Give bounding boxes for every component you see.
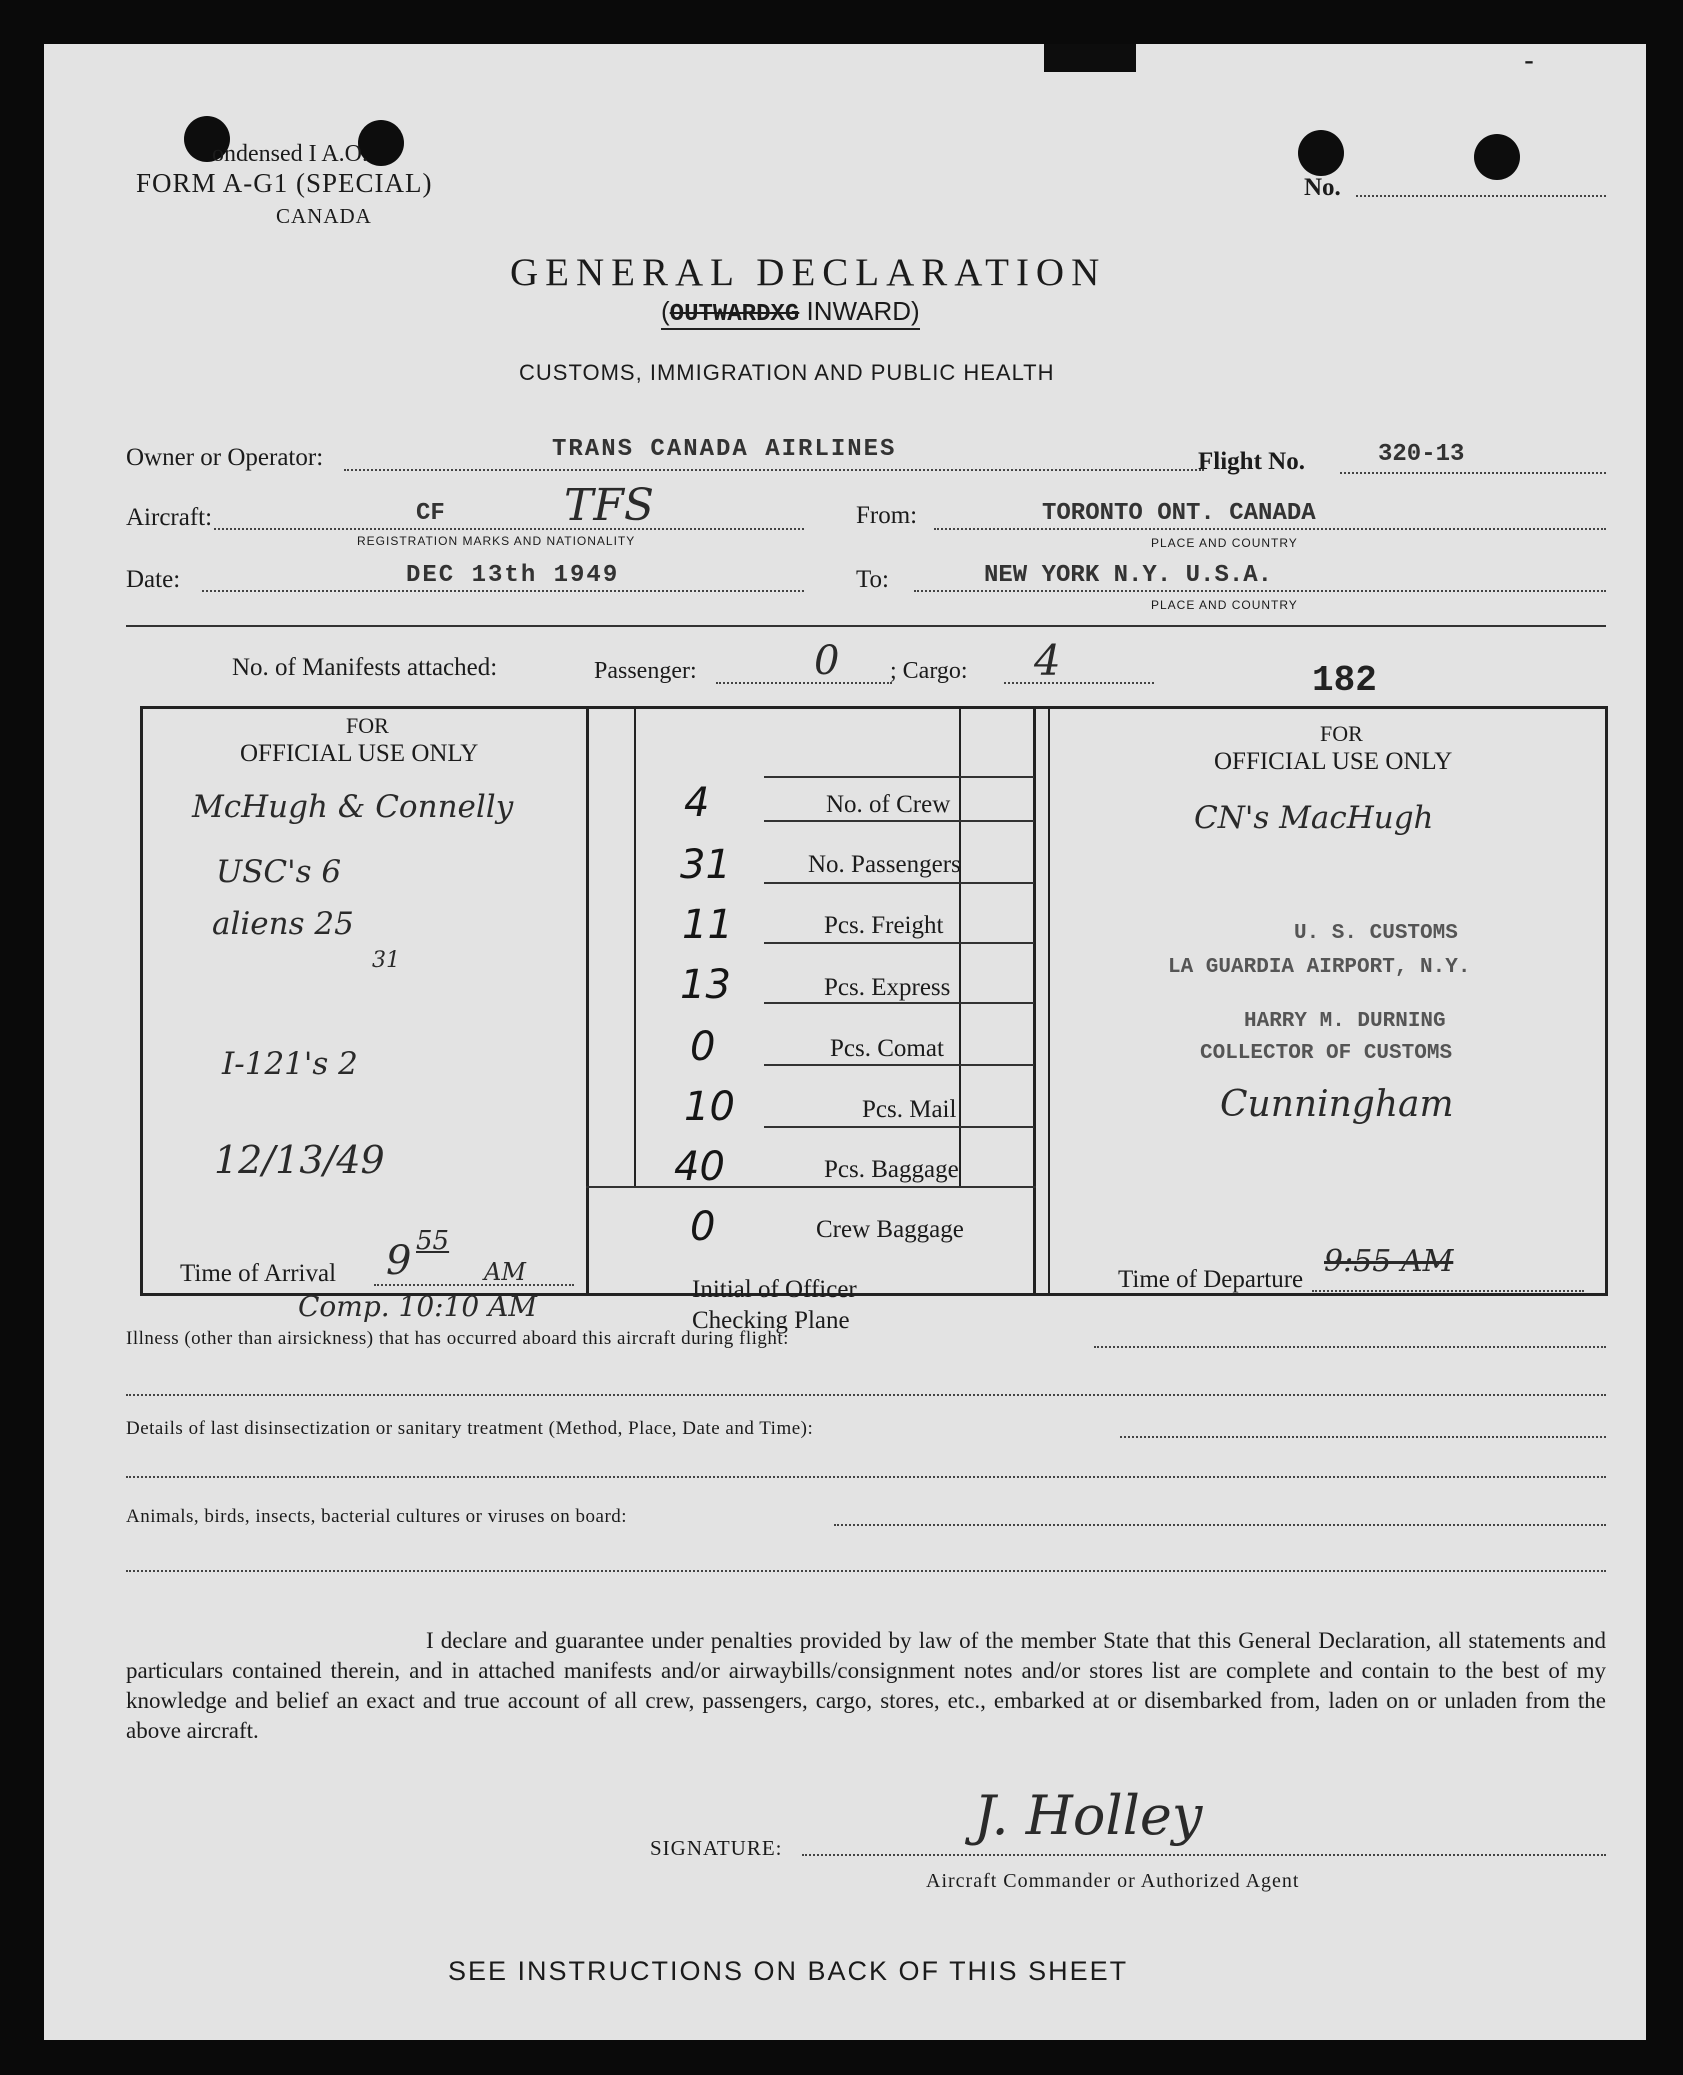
right-panel-handwriting: CN's MacHugh: [1194, 800, 1434, 836]
officer-initial-label-1: Initial of Officer: [692, 1276, 857, 1303]
left-panel-handwriting: McHugh & Connelly: [192, 789, 514, 825]
row-line: [764, 820, 1034, 822]
row-value: 11: [682, 902, 733, 948]
stamped-number: 182: [1312, 660, 1377, 701]
table-divider: [959, 706, 961, 1186]
date-value: DEC 13th 1949: [406, 562, 620, 589]
from-line: [934, 528, 1606, 530]
illness-label: Illness (other than airsickness) that has occurred aboard this aircraft during flight:: [126, 1328, 789, 1349]
departure-time: 9:55 AM: [1324, 1244, 1454, 1279]
row-line: [764, 942, 1034, 944]
customs-stamp-line: U. S. CUSTOMS: [1294, 922, 1458, 945]
row-value: 31: [680, 842, 731, 888]
table-divider: [586, 706, 589, 1296]
from-label: From:: [856, 502, 918, 529]
signature-line: [802, 1854, 1606, 1856]
customs-stamp-line: COLLECTOR OF CUSTOMS: [1200, 1042, 1453, 1065]
owner-line: [344, 469, 1204, 471]
arrival-line: [374, 1284, 574, 1286]
direction-line: (OUTWARDXG INWARD): [661, 296, 920, 328]
cargo-line: [1004, 682, 1154, 684]
passenger-manifests-value: 0: [814, 638, 840, 684]
row-value: 4: [684, 780, 710, 826]
animals-line-2: [126, 1570, 1606, 1572]
date-line: [202, 590, 804, 592]
arrival-minutes: 55: [416, 1226, 450, 1256]
form-number-label: No.: [1304, 174, 1341, 201]
completion-time: Comp. 10:10 AM: [298, 1290, 538, 1323]
form-number-line: [1356, 195, 1606, 197]
top-right-mark: -: [1524, 44, 1534, 77]
to-caption: PLACE AND COUNTRY: [1151, 598, 1298, 612]
aircraft-handwritten: TFS: [564, 480, 655, 531]
from-value: TORONTO ONT. CANADA: [1042, 500, 1316, 527]
direction-struck: OUTWARDXG: [669, 301, 800, 328]
disinsectization-line-2: [126, 1476, 1606, 1478]
row-value: 0: [690, 1024, 716, 1070]
row-line: [586, 1186, 1036, 1188]
footer-instructions: SEE INSTRUCTIONS ON BACK OF THIS SHEET: [448, 1956, 1129, 1986]
left-panel-handwriting: aliens 25: [212, 906, 354, 942]
aircraft-label: Aircraft:: [126, 504, 213, 531]
right-panel-title-2: OFFICIAL USE ONLY: [1214, 748, 1453, 775]
commander-signature: J. Holley: [974, 1784, 1203, 1847]
row-label: Crew Baggage: [816, 1216, 964, 1243]
arrival-ampm: AM: [484, 1258, 526, 1286]
aircraft-caption: REGISTRATION MARKS AND NATIONALITY: [357, 534, 636, 548]
cargo-manifests-value: 4: [1034, 636, 1061, 685]
officer-initial-label-2: Checking Plane: [692, 1307, 850, 1334]
row-label: Pcs. Mail: [862, 1096, 957, 1123]
left-panel-handwriting: 12/13/49: [214, 1138, 385, 1182]
flight-line: [1340, 472, 1606, 474]
document-sheet: [44, 44, 1646, 2040]
to-line: [914, 590, 1606, 592]
row-label: Pcs. Comat: [830, 1035, 944, 1062]
row-value: 40: [674, 1144, 725, 1190]
arrival-hour: 9: [386, 1238, 412, 1284]
illness-line-2: [126, 1394, 1606, 1396]
row-value: 10: [684, 1084, 735, 1130]
punch-hole: [1474, 134, 1520, 180]
left-panel-handwriting: 31: [372, 948, 400, 973]
animals-line: [834, 1524, 1606, 1526]
aircraft-prefix: CF: [416, 500, 445, 527]
row-line: [764, 882, 1034, 884]
direction-inward: INWARD: [806, 296, 912, 326]
torn-edge: [1044, 44, 1136, 72]
page-subtitle: CUSTOMS, IMMIGRATION AND PUBLIC HEALTH: [519, 360, 1055, 385]
table-divider: [1033, 706, 1036, 1296]
customs-stamp-line: LA GUARDIA AIRPORT, N.Y.: [1168, 956, 1471, 979]
manifests-label: No. of Manifests attached:: [232, 654, 498, 681]
form-line-1: ondensed I A.O.: [212, 141, 368, 167]
row-line: [764, 776, 1034, 778]
left-panel-title-1: FOR: [346, 713, 389, 738]
row-line: [764, 1126, 1034, 1128]
owner-value: TRANS CANADA AIRLINES: [552, 436, 897, 463]
left-panel-handwriting: I-121's 2: [222, 1046, 358, 1082]
punch-hole: [1298, 130, 1344, 176]
departure-line: [1312, 1290, 1584, 1292]
flight-value: 320-13: [1378, 441, 1465, 468]
from-caption: PLACE AND COUNTRY: [1151, 536, 1298, 550]
passenger-label: Passenger:: [594, 658, 697, 684]
table-divider: [634, 706, 636, 1186]
row-label: Pcs. Express: [824, 974, 951, 1001]
illness-line: [1094, 1346, 1606, 1348]
row-label: Pcs. Baggage: [824, 1156, 959, 1183]
page-title: GENERAL DECLARATION: [510, 251, 1107, 294]
arrival-label: Time of Arrival: [180, 1260, 337, 1287]
disinsectization-label: Details of last disinsectization or sanitary treatment (Method, Place, Date and Time):: [126, 1418, 814, 1439]
customs-stamp-signature: Cunningham: [1220, 1084, 1454, 1125]
row-value: 13: [680, 962, 731, 1008]
row-line: [764, 1064, 1034, 1066]
flight-label: Flight No.: [1198, 448, 1305, 475]
to-label: To:: [856, 566, 889, 593]
row-label: Pcs. Freight: [824, 912, 944, 939]
row-label: No. of Crew: [826, 791, 951, 818]
owner-label: Owner or Operator:: [126, 444, 324, 471]
departure-label: Time of Departure: [1118, 1266, 1304, 1293]
aircraft-line: [214, 528, 804, 530]
date-label: Date:: [126, 566, 181, 593]
passenger-line: [716, 682, 892, 684]
divider: [126, 625, 1606, 627]
to-value: NEW YORK N.Y. U.S.A.: [984, 562, 1273, 589]
animals-label: Animals, birds, insects, bacterial cultures or viruses on board:: [126, 1506, 628, 1527]
right-panel-title-1: FOR: [1320, 721, 1363, 746]
signature-label: SIGNATURE:: [650, 1836, 783, 1860]
row-line: [764, 1002, 1034, 1004]
form-line-2: FORM A-G1 (SPECIAL): [136, 168, 433, 198]
left-panel-handwriting: USC's 6: [216, 854, 342, 890]
row-value: 0: [690, 1204, 716, 1250]
form-line-3: CANADA: [276, 204, 372, 228]
left-panel-title-2: OFFICIAL USE ONLY: [240, 740, 479, 767]
signature-caption: Aircraft Commander or Authorized Agent: [926, 1870, 1300, 1892]
row-label: No. Passengers: [808, 851, 961, 878]
table-divider: [1048, 706, 1050, 1296]
disinsectization-line: [1120, 1436, 1606, 1438]
declaration-text: I declare and guarantee under penalties provided by law of the member State that this General Declaration, all statements and particulars contained therein, and in attached manifests and/or airwaybills/consignment notes and/or stores list are complete and contain to the best of my knowledge and belief an exact and true account of all crew, passengers, cargo, stores, etc., embarked at or disembarked from, laden on or unladen from the above aircraft.: [126, 1628, 1606, 1743]
cargo-label: ; Cargo:: [890, 658, 968, 684]
customs-stamp-line: HARRY M. DURNING: [1244, 1010, 1446, 1033]
